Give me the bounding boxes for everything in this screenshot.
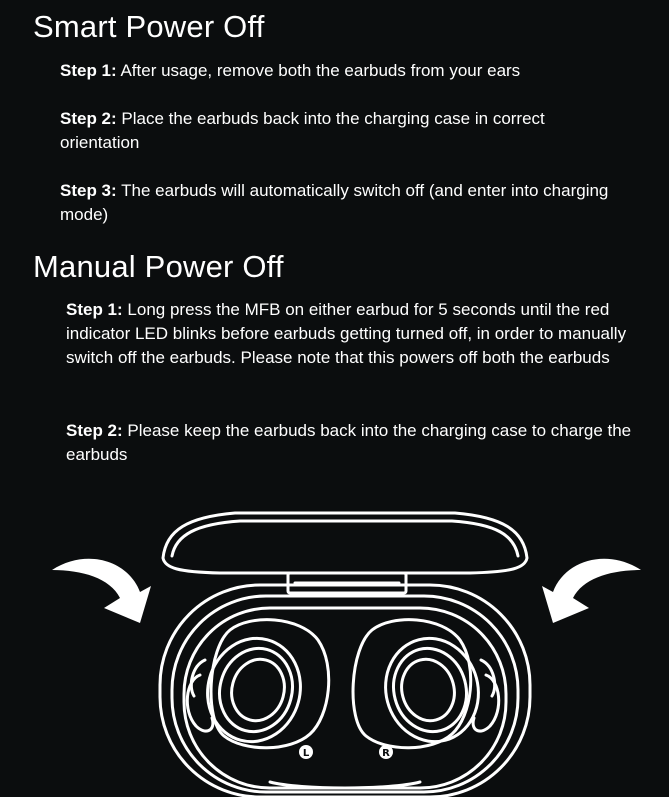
case-bottom-lip	[270, 782, 420, 788]
step-text: Long press the MFB on either earbud for 5 seconds until the red indicator LED blinks before earbuds getting turned off, in order to manually switch off the earbuds. Please note that this powers off both the earbuds	[66, 300, 627, 367]
step-text: After usage, remove both the earbuds from your ears	[116, 61, 521, 80]
step-text: Place the earbuds back into the charging case in correct orientation	[60, 109, 545, 152]
smart-step-2	[60, 107, 620, 155]
left-marker	[299, 745, 313, 759]
step-text: Please keep the earbuds back into the charging case to charge the earbuds	[66, 421, 632, 464]
manual-step-1	[66, 298, 641, 370]
left-earbud	[187, 620, 328, 752]
smart-power-off-title: Smart Power Off	[33, 9, 265, 44]
smart-step-3	[60, 179, 620, 227]
right-marker-label: R	[382, 748, 390, 759]
case-lid	[163, 513, 527, 573]
left-arrow-icon	[52, 559, 151, 623]
charging-case-illustration	[0, 490, 669, 797]
right-marker	[379, 745, 393, 759]
step-label: Step 2:	[60, 109, 117, 128]
step-text: The earbuds will automatically switch off (and enter into charging mode)	[60, 181, 609, 224]
case-hinge	[288, 573, 406, 593]
smart-step-1	[60, 59, 620, 83]
step-label: Step 1:	[66, 300, 123, 319]
step-label: Step 2:	[66, 421, 123, 440]
case-base	[160, 585, 530, 797]
right-earbud	[353, 620, 499, 752]
step-label: Step 3:	[60, 181, 117, 200]
step-label: Step 1:	[60, 61, 117, 80]
manual-step-2	[66, 419, 641, 467]
right-arrow-icon	[542, 559, 641, 623]
left-marker-label: L	[302, 748, 310, 759]
manual-power-off-title: Manual Power Off	[33, 249, 284, 284]
